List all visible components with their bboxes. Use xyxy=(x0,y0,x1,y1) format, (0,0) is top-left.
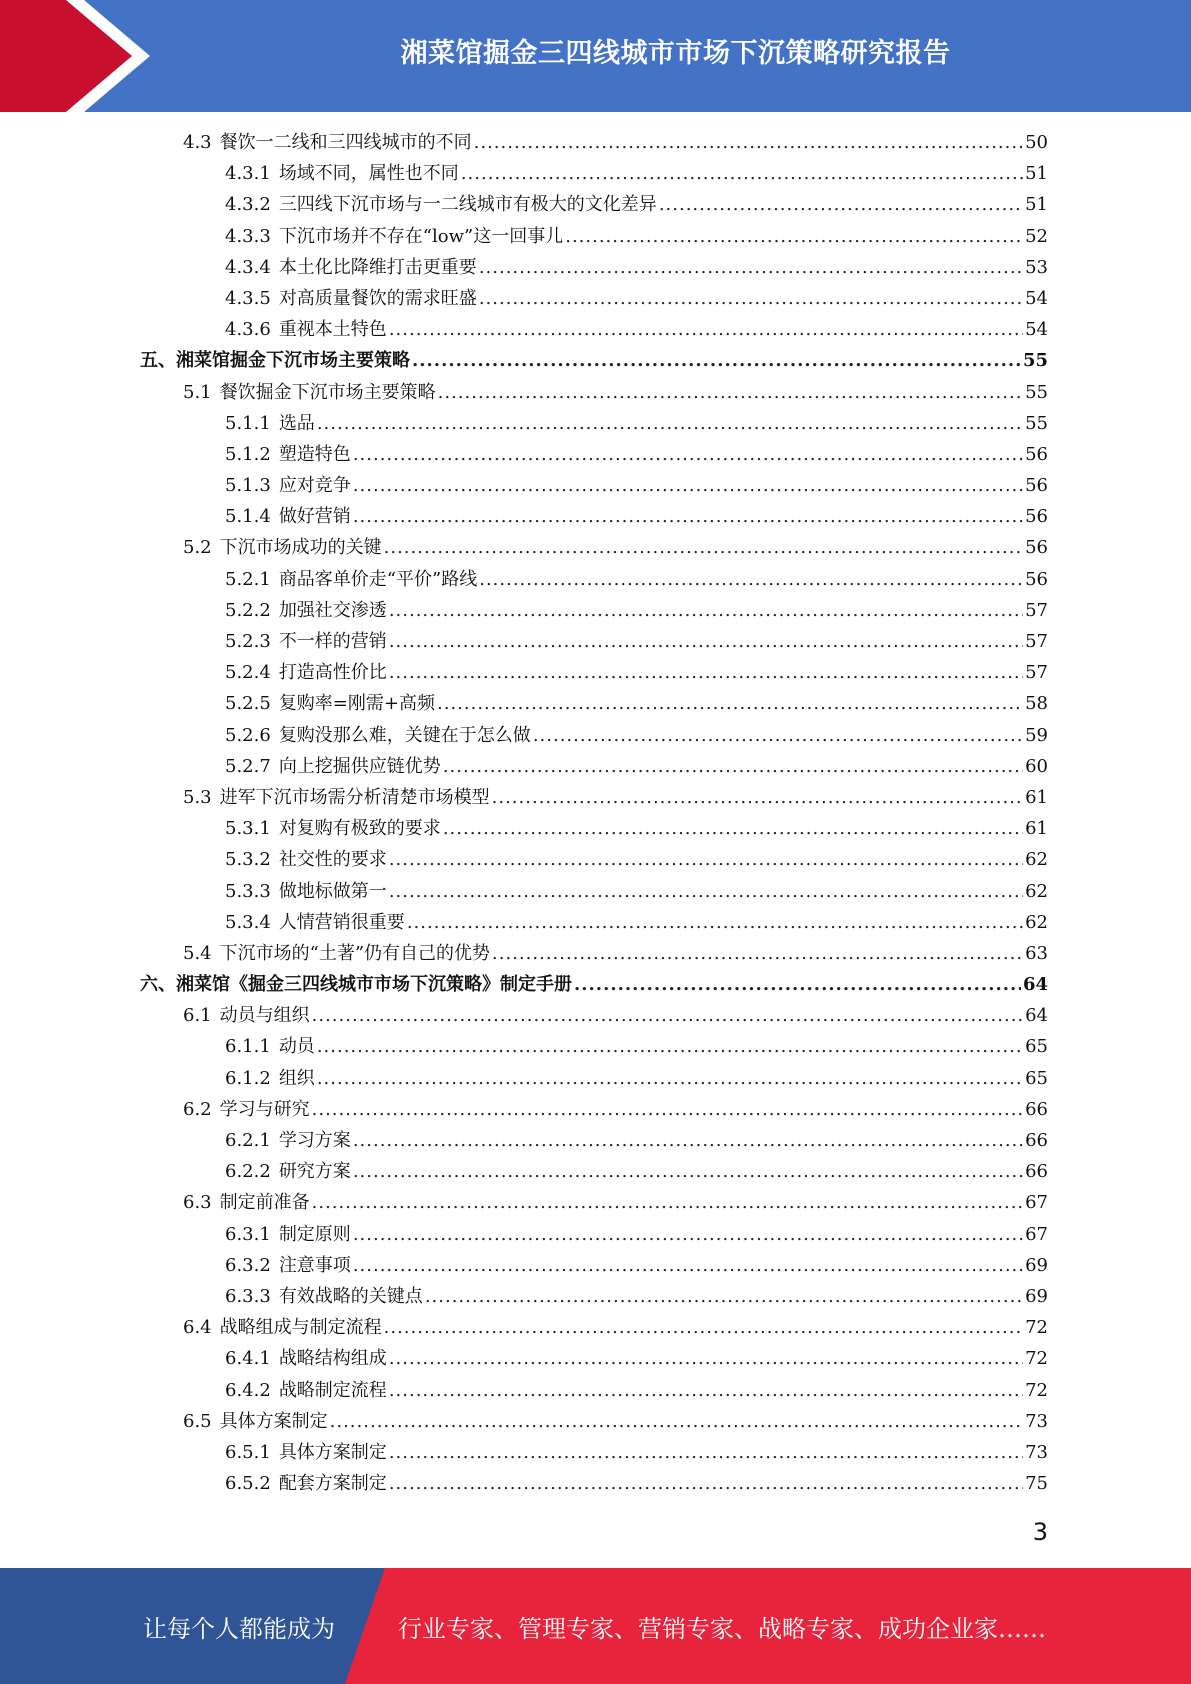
toc-dot-leader xyxy=(330,1406,1023,1437)
toc-entry-number: 5.2.5 xyxy=(225,693,271,715)
toc-entry-number: 6.1.2 xyxy=(225,1067,271,1089)
toc-dot-leader xyxy=(353,470,1023,501)
toc-entry-page: 53 xyxy=(1025,256,1048,278)
toc-entry[interactable] xyxy=(140,595,1048,626)
toc-entry[interactable] xyxy=(140,127,1048,158)
toc-entry-page: 56 xyxy=(1025,506,1048,528)
footer-slogan-left: 让每个人都能成为 xyxy=(143,1614,335,1643)
toc-entry-number: 6.2.1 xyxy=(225,1130,271,1151)
toc-dot-leader xyxy=(533,720,1023,751)
toc-dot-leader xyxy=(438,377,1023,408)
toc-dot-leader xyxy=(389,626,1023,657)
toc-entry-number: 5.3.1 xyxy=(225,818,271,840)
page-footer xyxy=(0,1568,1191,1684)
toc-entry-number: 4.3.5 xyxy=(225,287,271,309)
toc-dot-leader xyxy=(353,501,1023,532)
toc-entry-title: 下沉市场成功的关键 xyxy=(219,537,382,559)
toc-entry-title: 本土化比降维打击更重要 xyxy=(278,256,477,278)
toc-entry[interactable] xyxy=(140,408,1048,439)
toc-entry-title: 餐饮一二线和三四线城市的不同 xyxy=(219,132,472,153)
toc-dot-leader xyxy=(389,876,1023,907)
toc-entry-title: 人情营销很重要 xyxy=(278,911,405,933)
toc-entry-page: 55 xyxy=(1025,412,1048,434)
toc-entry-page: 63 xyxy=(1025,942,1048,964)
toc-entry-number: 5.2.7 xyxy=(225,755,271,777)
toc-dot-leader xyxy=(317,1031,1023,1062)
toc-entry-title: 战略结构组成 xyxy=(278,1348,387,1370)
toc-entry-number: 6.1.1 xyxy=(225,1036,271,1058)
toc-entry-title: 战略组成与制定流程 xyxy=(219,1317,382,1339)
toc-entry-title: 组织 xyxy=(278,1067,315,1089)
toc-entry-title: 下沉市场并不存在“low”这一回事儿 xyxy=(278,225,564,247)
toc-entry-page: 56 xyxy=(1025,568,1048,590)
toc-entry-number: 5.1.1 xyxy=(225,412,271,434)
toc-entry[interactable] xyxy=(140,720,1048,751)
toc-entry-title: 学习方案 xyxy=(278,1130,351,1151)
toc-entry[interactable] xyxy=(140,345,1048,376)
toc-entry-page: 50 xyxy=(1025,132,1048,153)
toc-entry-number: 6.5 xyxy=(183,1410,212,1432)
toc-dot-leader xyxy=(407,907,1023,938)
toc-entry-number: 5.1.4 xyxy=(225,506,271,528)
toc-entry-page: 67 xyxy=(1025,1223,1048,1245)
toc-entry-number: 6.3 xyxy=(183,1192,212,1214)
toc-entry-title: 做好营销 xyxy=(278,506,351,528)
toc-dot-leader xyxy=(479,252,1023,283)
toc-dot-leader xyxy=(312,1000,1023,1031)
toc-entry-page: 65 xyxy=(1025,1067,1048,1089)
toc-dot-leader xyxy=(389,595,1023,626)
toc-entry[interactable] xyxy=(140,501,1048,532)
toc-entry-number: 6.4.1 xyxy=(225,1348,271,1370)
toc-entry[interactable] xyxy=(140,158,1048,189)
toc-dot-leader xyxy=(317,408,1023,439)
toc-dot-leader xyxy=(389,657,1023,688)
toc-entry-number: 5.4 xyxy=(183,942,212,964)
toc-entry-number: 5.3.2 xyxy=(225,849,271,871)
toc-entry[interactable] xyxy=(140,439,1048,470)
toc-entry-title: 制定原则 xyxy=(278,1223,351,1245)
toc-entry-number: 6.5.2 xyxy=(225,1473,271,1495)
toc-entry-page: 64 xyxy=(1025,1005,1048,1027)
toc-entry-title: 进军下沉市场需分析清楚市场模型 xyxy=(219,786,490,808)
toc-entry-page: 75 xyxy=(1025,1473,1048,1495)
toc-entry-number: 5.2.2 xyxy=(225,599,271,621)
toc-entry-title: 加强社交渗透 xyxy=(278,599,387,621)
report-title: 湘菜馆掘金三四线城市市场下沉策略研究报告 xyxy=(400,37,951,69)
toc-entry-number: 5.1 xyxy=(183,381,212,403)
toc-entry-title: 对复购有极致的要求 xyxy=(278,818,441,840)
toc-entry-page: 52 xyxy=(1025,225,1048,247)
toc-entry-number: 4.3.2 xyxy=(225,194,271,216)
toc-entry[interactable] xyxy=(140,314,1048,345)
toc-dot-leader xyxy=(389,1468,1023,1499)
toc-entry-number: 5.2 xyxy=(183,537,212,559)
toc-entry-number: 5.2.3 xyxy=(225,631,271,652)
toc-entry-page: 66 xyxy=(1025,1098,1048,1120)
toc-entry-number: 4.3 xyxy=(183,132,212,153)
toc-entry[interactable] xyxy=(140,377,1048,408)
toc-entry-page: 61 xyxy=(1025,818,1048,840)
toc-entry-title: 复购没那么难，关键在于怎么做 xyxy=(278,724,531,746)
toc-entry-number: 4.3.1 xyxy=(225,163,271,185)
toc-entry[interactable] xyxy=(140,252,1048,283)
toc-dot-leader xyxy=(479,564,1023,595)
toc-entry-number: 5.1.3 xyxy=(225,475,271,497)
toc-entry-page: 59 xyxy=(1025,724,1048,746)
toc-entry-number: 5.2.1 xyxy=(225,568,271,590)
toc-entry-title: 商品客单价走“平价”路线 xyxy=(278,568,478,590)
toc-entry[interactable] xyxy=(140,564,1048,595)
toc-entry-number: 5.1.2 xyxy=(225,443,271,465)
toc-entry-page: 54 xyxy=(1025,287,1048,309)
toc-dot-leader xyxy=(384,532,1023,563)
toc-entry-page: 51 xyxy=(1025,194,1048,216)
toc-entry-number: 6.1 xyxy=(183,1005,212,1027)
toc-entry-page: 55 xyxy=(1025,381,1048,403)
toc-entry-number: 6.4 xyxy=(183,1317,212,1339)
toc-entry-page: 62 xyxy=(1025,911,1048,933)
toc-entry[interactable] xyxy=(140,782,1048,813)
toc-entry-page: 55 xyxy=(1022,350,1048,372)
toc-entry-number: 6.3.1 xyxy=(225,1223,271,1245)
toc-entry[interactable] xyxy=(140,751,1048,782)
toc-dot-leader xyxy=(389,314,1023,345)
toc-entry[interactable] xyxy=(140,1468,1048,1499)
toc-entry-title: 下沉市场的“土著”仍有自己的优势 xyxy=(219,942,491,964)
toc-entry-page: 73 xyxy=(1025,1441,1048,1463)
toc-entry-title: 社交性的要求 xyxy=(278,849,387,871)
toc-entry[interactable] xyxy=(140,1125,1048,1156)
toc-entry[interactable] xyxy=(140,283,1048,314)
toc-dot-leader xyxy=(425,1281,1023,1312)
toc-entry-title: 三四线下沉市场与一二线城市有极大的文化差异 xyxy=(278,194,657,216)
toc-entry-page: 54 xyxy=(1025,319,1048,341)
toc-entry-page: 56 xyxy=(1025,475,1048,497)
toc-entry-number: 5.2.4 xyxy=(225,662,271,684)
toc-entry-title: 五、湘菜馆掘金下沉市场主要策略 xyxy=(140,350,410,372)
header-arrow-decoration xyxy=(0,0,160,112)
toc-entry-title: 动员与组织 xyxy=(219,1005,310,1027)
toc-dot-leader xyxy=(353,1250,1023,1281)
toc-entry-page: 57 xyxy=(1025,631,1048,652)
toc-dot-leader xyxy=(437,688,1023,719)
toc-entry-title: 不一样的营销 xyxy=(278,631,387,652)
toc-entry-number: 6.2.2 xyxy=(225,1161,271,1183)
toc-entry-title: 选品 xyxy=(278,412,315,434)
toc-entry[interactable] xyxy=(140,1375,1048,1406)
toc-entry[interactable] xyxy=(140,1000,1048,1031)
toc-entry[interactable] xyxy=(140,907,1048,938)
toc-entry-title: 配套方案制定 xyxy=(278,1473,387,1495)
toc-entry-page: 67 xyxy=(1025,1192,1048,1214)
toc-dot-leader xyxy=(312,1094,1023,1125)
toc-dot-leader xyxy=(353,1125,1023,1156)
toc-entry-title: 塑造特色 xyxy=(278,443,351,465)
toc-entry[interactable] xyxy=(140,189,1048,220)
toc-entry[interactable] xyxy=(140,938,1048,969)
toc-entry-title: 学习与研究 xyxy=(219,1098,310,1120)
toc-entry[interactable] xyxy=(140,1219,1048,1250)
toc-entry-title: 向上挖掘供应链优势 xyxy=(278,755,441,777)
toc-entry-title: 动员 xyxy=(278,1036,315,1058)
toc-entry[interactable] xyxy=(140,688,1048,719)
toc-entry[interactable] xyxy=(140,1031,1048,1062)
toc-dot-leader xyxy=(565,221,1023,252)
toc-entry[interactable] xyxy=(140,969,1048,1000)
toc-dot-leader xyxy=(389,844,1023,875)
footer-slogan-right: 行业专家、管理专家、营销专家、战略专家、成功企业家…… xyxy=(398,1614,1046,1643)
toc-entry-page: 69 xyxy=(1025,1285,1048,1307)
toc-entry-page: 73 xyxy=(1025,1410,1048,1432)
toc-entry-page: 62 xyxy=(1025,849,1048,871)
toc-entry-number: 5.3.3 xyxy=(225,880,271,902)
toc-dot-leader xyxy=(492,938,1023,969)
toc-dot-leader xyxy=(412,345,1021,376)
toc-dot-leader xyxy=(479,283,1023,314)
toc-dot-leader xyxy=(353,1156,1023,1187)
toc-entry-number: 6.2 xyxy=(183,1098,212,1120)
toc-entry-title: 制定前准备 xyxy=(219,1192,310,1214)
toc-dot-leader xyxy=(353,439,1023,470)
toc-entry-title: 场域不同，属性也不同 xyxy=(278,163,459,185)
toc-entry[interactable] xyxy=(140,221,1048,252)
toc-entry-title: 注意事项 xyxy=(278,1254,351,1276)
toc-entry-page: 57 xyxy=(1025,599,1048,621)
toc-entry-page: 57 xyxy=(1025,662,1048,684)
toc-entry[interactable] xyxy=(140,470,1048,501)
toc-entry-page: 72 xyxy=(1025,1317,1048,1339)
page-header xyxy=(0,0,1191,112)
toc-dot-leader xyxy=(574,969,1021,1000)
toc-entry-number: 4.3.6 xyxy=(225,319,271,341)
toc-entry[interactable] xyxy=(140,1094,1048,1125)
toc-entry-page: 66 xyxy=(1025,1161,1048,1183)
toc-dot-leader xyxy=(474,127,1023,158)
toc-entry[interactable] xyxy=(140,1437,1048,1468)
toc-dot-leader xyxy=(492,782,1023,813)
toc-entry[interactable] xyxy=(140,1250,1048,1281)
toc-entry-number: 5.2.6 xyxy=(225,724,271,746)
toc-entry-page: 69 xyxy=(1025,1254,1048,1276)
toc-dot-leader xyxy=(389,1437,1023,1468)
toc-entry-title: 打造高性价比 xyxy=(278,662,387,684)
toc-entry[interactable] xyxy=(140,1281,1048,1312)
toc-entry-title: 对高质量餐饮的需求旺盛 xyxy=(278,287,477,309)
toc-entry[interactable] xyxy=(140,844,1048,875)
page-number: 3 xyxy=(1032,1518,1048,1546)
toc-dot-leader xyxy=(659,189,1023,220)
toc-entry-title: 具体方案制定 xyxy=(219,1410,328,1432)
toc-entry-page: 72 xyxy=(1025,1379,1048,1401)
toc-entry-title: 研究方案 xyxy=(278,1161,351,1183)
toc-entry-number: 5.3.4 xyxy=(225,911,271,933)
toc-entry[interactable] xyxy=(140,813,1048,844)
table-of-contents xyxy=(140,127,1048,1499)
toc-dot-leader xyxy=(384,1312,1023,1343)
toc-dot-leader xyxy=(443,813,1023,844)
toc-entry-number: 4.3.3 xyxy=(225,225,271,247)
toc-entry-page: 60 xyxy=(1025,755,1048,777)
toc-entry-title: 战略制定流程 xyxy=(278,1379,387,1401)
toc-entry-number: 6.5.1 xyxy=(225,1441,271,1463)
toc-entry[interactable] xyxy=(140,876,1048,907)
toc-entry[interactable] xyxy=(140,1187,1048,1218)
toc-entry-page: 51 xyxy=(1025,163,1048,185)
toc-entry-page: 56 xyxy=(1025,537,1048,559)
toc-entry-number: 6.3.3 xyxy=(225,1285,271,1307)
toc-entry[interactable] xyxy=(140,1156,1048,1187)
toc-entry-number: 6.4.2 xyxy=(225,1379,271,1401)
toc-entry[interactable] xyxy=(140,626,1048,657)
toc-entry-title: 六、湘菜馆《掘金三四线城市市场下沉策略》制定手册 xyxy=(140,974,572,996)
toc-entry[interactable] xyxy=(140,1063,1048,1094)
toc-entry[interactable] xyxy=(140,1406,1048,1437)
toc-entry-title: 有效战略的关键点 xyxy=(278,1285,423,1307)
toc-entry-title: 应对竞争 xyxy=(278,475,351,497)
toc-dot-leader xyxy=(389,1343,1023,1374)
toc-entry-number: 5.3 xyxy=(183,786,212,808)
toc-dot-leader xyxy=(312,1187,1023,1218)
toc-dot-leader xyxy=(389,1375,1023,1406)
toc-entry[interactable] xyxy=(140,657,1048,688)
toc-entry-page: 66 xyxy=(1025,1130,1048,1151)
toc-entry-page: 56 xyxy=(1025,443,1048,465)
toc-entry[interactable] xyxy=(140,1343,1048,1374)
toc-entry-page: 62 xyxy=(1025,880,1048,902)
toc-entry-page: 72 xyxy=(1025,1348,1048,1370)
toc-entry-title: 复购率=刚需+高频 xyxy=(278,693,435,715)
toc-entry-page: 64 xyxy=(1022,974,1048,996)
header-arrow-red xyxy=(0,0,132,112)
toc-entry-title: 餐饮掘金下沉市场主要策略 xyxy=(219,381,436,403)
toc-dot-leader xyxy=(317,1063,1023,1094)
toc-dot-leader xyxy=(353,1219,1023,1250)
toc-entry-page: 65 xyxy=(1025,1036,1048,1058)
toc-entry-page: 58 xyxy=(1025,693,1048,715)
toc-entry-number: 4.3.4 xyxy=(225,256,271,278)
toc-entry[interactable] xyxy=(140,1312,1048,1343)
toc-entry-number: 6.3.2 xyxy=(225,1254,271,1276)
toc-entry-title: 重视本土特色 xyxy=(278,319,387,341)
toc-entry-title: 具体方案制定 xyxy=(278,1441,387,1463)
toc-entry-title: 做地标做第一 xyxy=(278,880,387,902)
toc-entry[interactable] xyxy=(140,532,1048,563)
toc-dot-leader xyxy=(443,751,1023,782)
toc-dot-leader xyxy=(461,158,1023,189)
toc-entry-page: 61 xyxy=(1025,786,1048,808)
